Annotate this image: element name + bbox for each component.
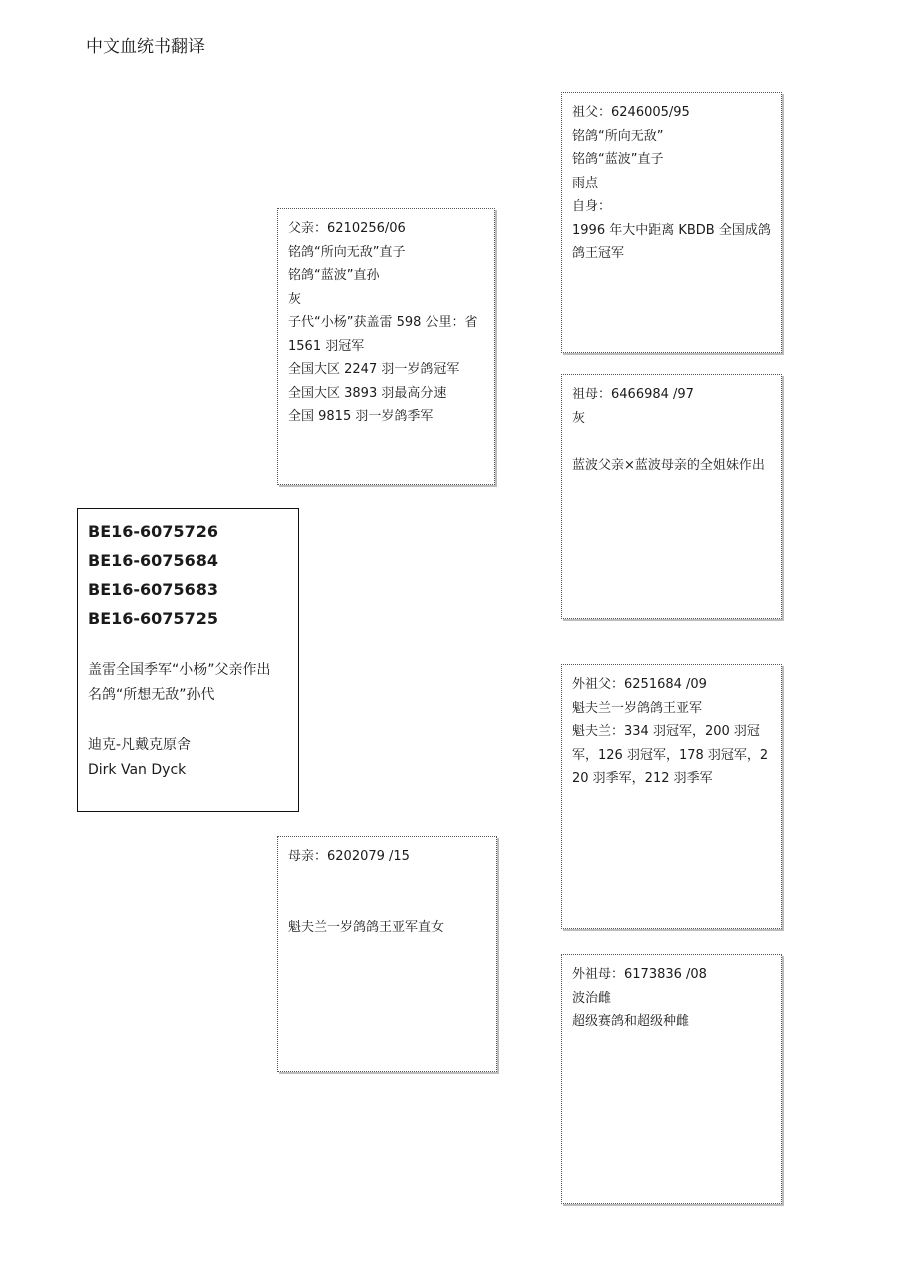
ring-number: BE16-6075684 bbox=[88, 551, 218, 570]
grandmother-line: 祖母：6466984 /97 bbox=[572, 387, 694, 402]
maternal-grandmother-line: 超级赛鸽和超级种雌 bbox=[572, 1014, 690, 1029]
father-line: 父亲：6210256/06 bbox=[288, 221, 406, 236]
spacer bbox=[288, 869, 486, 893]
maternal-grandmother-line: 外祖母：6173836 /08 bbox=[572, 967, 707, 982]
grandmother-line: 蓝波父亲×蓝波母亲的全姐妹作出 bbox=[572, 457, 765, 473]
father-line: 灰 bbox=[288, 291, 302, 307]
spacer bbox=[88, 708, 288, 733]
grandfather-line: 铭鸽“蓝波”直子 bbox=[572, 152, 664, 167]
grandfather-box bbox=[561, 92, 782, 353]
father-line: 全国 9815 羽一岁鸽季军 bbox=[288, 409, 434, 424]
mother-line: 母亲：6202079 /15 bbox=[288, 849, 410, 864]
maternal-grandfather-line: 外祖父：6251684 /09 bbox=[572, 677, 707, 692]
grandmother-line: 灰 bbox=[572, 410, 586, 426]
father-line: 全国大区 2247 羽一岁鸽冠军 bbox=[288, 362, 460, 377]
pigeon-note: 名鸽“所想无敌”孙代 bbox=[88, 687, 215, 703]
maternal-grandmother-box bbox=[561, 954, 782, 1204]
loft-name-cn: 迪克-凡戴克原舍 bbox=[88, 737, 192, 753]
maternal-grandmother-line: 波治雌 bbox=[572, 990, 612, 1006]
grandfather-line: 自身： bbox=[572, 199, 612, 214]
ring-number: BE16-6075683 bbox=[88, 580, 218, 599]
ring-number: BE16-6075725 bbox=[88, 609, 218, 628]
grandfather-line: 铭鸽“所向无敌” bbox=[572, 128, 664, 144]
maternal-grandfather-box bbox=[561, 664, 782, 929]
maternal-grandfather-line: 魁夫兰：334 羽冠军，200 羽冠军，126 羽冠军，178 羽冠军，220 羽季军，212 羽季军 bbox=[572, 724, 769, 786]
spacer bbox=[572, 430, 771, 454]
father-line: 子代“小杨”获盖雷 598 公里：省 1561 羽冠军 bbox=[288, 315, 478, 354]
grandfather-line: 雨点 bbox=[572, 175, 599, 191]
ring-number: BE16-6075726 bbox=[88, 522, 218, 541]
father-line: 铭鸽“所向无敌”直子 bbox=[288, 244, 406, 260]
father-line: 铭鸽“蓝波”直孙 bbox=[288, 268, 380, 283]
maternal-grandfather-line: 魁夫兰一岁鸽鸽王亚军 bbox=[572, 700, 703, 716]
father-line: 全国大区 3893 羽最高分速 bbox=[288, 385, 447, 401]
spacer bbox=[88, 633, 288, 658]
grandmother-box bbox=[561, 374, 782, 619]
father-box bbox=[277, 208, 495, 485]
pigeon-note: 盖雷全国季军“小杨”父亲作出 bbox=[88, 662, 271, 678]
grandfather-line: 祖父：6246005/95 bbox=[572, 105, 690, 120]
document-title: 中文血统书翻译 bbox=[86, 37, 205, 57]
mother-box bbox=[277, 836, 497, 1072]
pigeon-box bbox=[77, 508, 299, 812]
grandfather-line: 1996 年大中距离 KBDB 全国成鸽鸽王冠军 bbox=[572, 222, 771, 261]
mother-line: 魁夫兰一岁鸽鸽王亚军直女 bbox=[288, 919, 445, 935]
loft-name-en: Dirk Van Dyck bbox=[88, 762, 187, 778]
spacer bbox=[288, 892, 486, 916]
